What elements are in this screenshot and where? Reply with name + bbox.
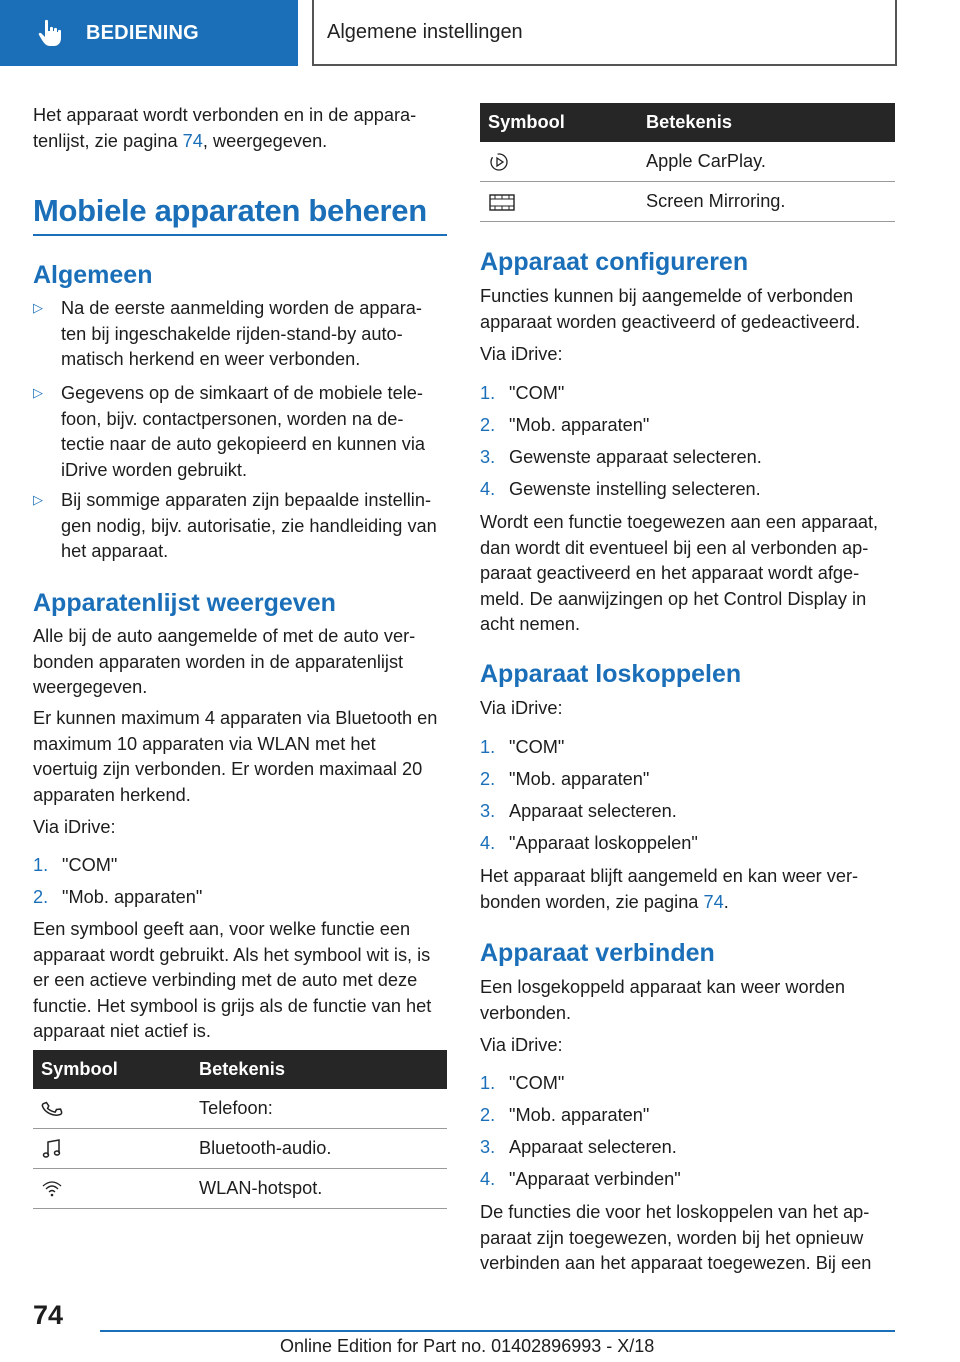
step-text: Gewenste apparaat selecteren. bbox=[509, 447, 762, 467]
hand-pointer-icon bbox=[38, 18, 64, 48]
table-header bbox=[33, 1050, 447, 1089]
bullet-text: Gegevens op de simkaart of de mobiele tele‐ foon, bijv. contactpersonen, worden na de‐ tectie naar de auto gekopieerd en kunnen via iDrive worden gebruikt. bbox=[61, 383, 426, 480]
step-number: 2. bbox=[480, 769, 496, 789]
step-text: "Apparaat loskoppelen" bbox=[509, 833, 698, 853]
step-item bbox=[480, 1071, 564, 1097]
step-text: "Mob. apparaten" bbox=[509, 1105, 650, 1125]
paragraph: Functies kunnen bij aangemelde of verbonden apparaat worden geactiveerd of gedeactiveerd. bbox=[480, 286, 861, 332]
phone-icon bbox=[41, 1098, 63, 1120]
chapter-title bbox=[312, 0, 897, 66]
table-row bbox=[33, 1089, 447, 1129]
step-text: "COM" bbox=[509, 1073, 565, 1093]
step-item bbox=[480, 799, 677, 825]
step-text: "Apparaat verbinden" bbox=[509, 1169, 681, 1189]
step-number: 1. bbox=[480, 737, 496, 757]
step-number: 4. bbox=[480, 479, 496, 499]
table-cell: WLAN-hotspot. bbox=[199, 1169, 447, 1209]
paragraph: Een losgekoppeld apparaat kan weer worden verbonden. bbox=[480, 977, 846, 1023]
step-text: "COM" bbox=[509, 737, 565, 757]
step-number: 2. bbox=[480, 1105, 496, 1125]
intro-text-a: Het apparaat wordt verbonden en in de appara‐ bbox=[33, 105, 417, 125]
section-tab bbox=[0, 0, 298, 66]
step-number: 1. bbox=[480, 1073, 496, 1093]
table-row bbox=[480, 142, 895, 182]
table-cell: Screen Mirroring. bbox=[646, 182, 895, 222]
step-text: "Mob. apparaten" bbox=[509, 769, 650, 789]
paragraph: De functies die voor het loskoppelen van het ap‐ paraat zijn toegewezen, worden bij het opnieuw verbinden aan het apparaat toegewezen. Bij een bbox=[480, 1202, 872, 1273]
step-text: Apparaat selecteren. bbox=[509, 1137, 677, 1157]
step-text: Apparaat selecteren. bbox=[509, 801, 677, 821]
paragraph: Er kunnen maximum 4 apparaten via Bluetooth en maximum 10 apparaten via WLAN met het voertuig zijn verbonden. Er worden maximaal 20 apparaten herkend. bbox=[33, 708, 438, 805]
col-symbool: Symbool bbox=[480, 103, 646, 142]
via-idrive: Via iDrive: bbox=[33, 817, 116, 837]
section-label: BEDIENING bbox=[86, 21, 199, 44]
intro-text-c: , weergegeven. bbox=[202, 130, 328, 151]
step-item bbox=[480, 767, 649, 793]
step-item bbox=[480, 1103, 649, 1129]
step-text: "COM" bbox=[62, 855, 118, 875]
step-text: Gewenste instelling selecteren. bbox=[509, 479, 761, 499]
bullet-text: Na de eerste aanmelding worden de appara‐ ten bij ingeschakelde rijden-stand-by auto‐ matisch herkend en weer verbonden. bbox=[61, 298, 422, 369]
step-item bbox=[480, 477, 761, 503]
via-idrive: Via iDrive: bbox=[480, 1035, 563, 1055]
step-text: "COM" bbox=[509, 383, 565, 403]
step-item bbox=[480, 1135, 677, 1161]
triangle-bullet-icon: ▷ bbox=[33, 385, 43, 400]
page-link[interactable]: 74 bbox=[703, 891, 724, 912]
footer-edition: Online Edition for Part no. 01402896993 - X/18 bbox=[280, 1336, 655, 1356]
step-number: 1. bbox=[480, 383, 496, 403]
triangle-bullet-icon: ▷ bbox=[33, 300, 43, 315]
step-number: 4. bbox=[480, 833, 496, 853]
list-item bbox=[33, 381, 447, 483]
table-cell: Bluetooth-audio. bbox=[199, 1129, 447, 1169]
step-item bbox=[480, 831, 698, 857]
step-number: 3. bbox=[480, 801, 496, 821]
step-number: 3. bbox=[480, 1137, 496, 1157]
chapter-title-text: Algemene instellingen bbox=[327, 20, 523, 43]
list-item bbox=[33, 488, 447, 565]
step-item bbox=[33, 885, 202, 911]
bullet-text: Bij sommige apparaten zijn bepaalde instellin‐ gen nodig, bijv. autorisatie, zie handleiding van het apparaat. bbox=[61, 490, 437, 561]
intro-text-b: tenlijst, zie pagina bbox=[33, 130, 183, 151]
step-item bbox=[33, 853, 117, 879]
table-row bbox=[480, 182, 895, 222]
step-number: 2. bbox=[480, 415, 496, 435]
step-number: 1. bbox=[33, 855, 49, 875]
symbol-table bbox=[33, 1050, 447, 1209]
via-idrive: Via iDrive: bbox=[480, 698, 563, 718]
step-number: 2. bbox=[33, 887, 49, 907]
heading-apparatenlijst: Apparatenlijst weergeven bbox=[33, 589, 336, 617]
triangle-bullet-icon: ▷ bbox=[33, 492, 43, 507]
paragraph: Alle bij de auto aangemelde of met de auto ver‐ bonden apparaten worden in de apparatenlijst weergegeven. bbox=[33, 626, 416, 697]
heading-loskoppelen: Apparaat loskoppelen bbox=[480, 660, 742, 688]
col-betekenis: Betekenis bbox=[646, 103, 895, 142]
heading-rule bbox=[33, 234, 447, 236]
loskoppelen-text: Het apparaat blijft aangemeld en kan weer ver‐ bonden worden, zie pagina bbox=[480, 866, 859, 912]
col-symbool: Symbool bbox=[33, 1050, 199, 1089]
page-link[interactable]: 74 bbox=[182, 130, 203, 151]
table-row bbox=[33, 1129, 447, 1169]
loskoppelen-text-end: . bbox=[723, 891, 729, 912]
paragraph: Een symbool geeft aan, voor welke functie een apparaat wordt gebruikt. Als het symbool wit is, is er een actieve verbinding met de auto met deze functie. Het symbool is grijs als de functie van het apparaat niet actief is. bbox=[33, 919, 432, 1041]
heading-configureren: Apparaat configureren bbox=[480, 248, 749, 276]
via-idrive: Via iDrive: bbox=[480, 344, 563, 364]
wifi-icon bbox=[41, 1178, 63, 1200]
step-item bbox=[480, 1167, 681, 1193]
carplay-icon bbox=[488, 151, 510, 173]
step-number: 4. bbox=[480, 1169, 496, 1189]
table-row bbox=[33, 1169, 447, 1209]
step-text: "Mob. apparaten" bbox=[62, 887, 203, 907]
screen-mirroring-icon bbox=[488, 191, 516, 213]
symbol-table bbox=[480, 103, 895, 222]
list-item bbox=[33, 296, 447, 373]
step-text: "Mob. apparaten" bbox=[509, 415, 650, 435]
intro-paragraph bbox=[33, 103, 447, 154]
step-item bbox=[480, 381, 564, 407]
footer-rule bbox=[100, 1330, 895, 1332]
paragraph bbox=[480, 864, 898, 915]
page-number: 74 bbox=[33, 1300, 64, 1330]
table-cell: Apple CarPlay. bbox=[646, 142, 895, 182]
music-note-icon bbox=[41, 1138, 63, 1160]
step-item bbox=[480, 445, 762, 471]
step-number: 3. bbox=[480, 447, 496, 467]
table-header bbox=[480, 103, 895, 142]
page-heading: Mobiele apparaten beheren bbox=[33, 193, 427, 228]
col-betekenis: Betekenis bbox=[199, 1050, 447, 1089]
paragraph: Wordt een functie toegewezen aan een apparaat, dan wordt dit eventueel bij een al verbonden ap‐ paraat geactiveerd en het apparaat wordt afge‐ meld. De aanwijzingen op het Control Display in acht nemen. bbox=[480, 512, 879, 634]
step-item bbox=[480, 413, 649, 439]
heading-verbinden: Apparaat verbinden bbox=[480, 939, 715, 967]
step-item bbox=[480, 735, 564, 761]
heading-algemeen: Algemeen bbox=[33, 261, 153, 289]
table-cell: Telefoon: bbox=[199, 1089, 447, 1129]
